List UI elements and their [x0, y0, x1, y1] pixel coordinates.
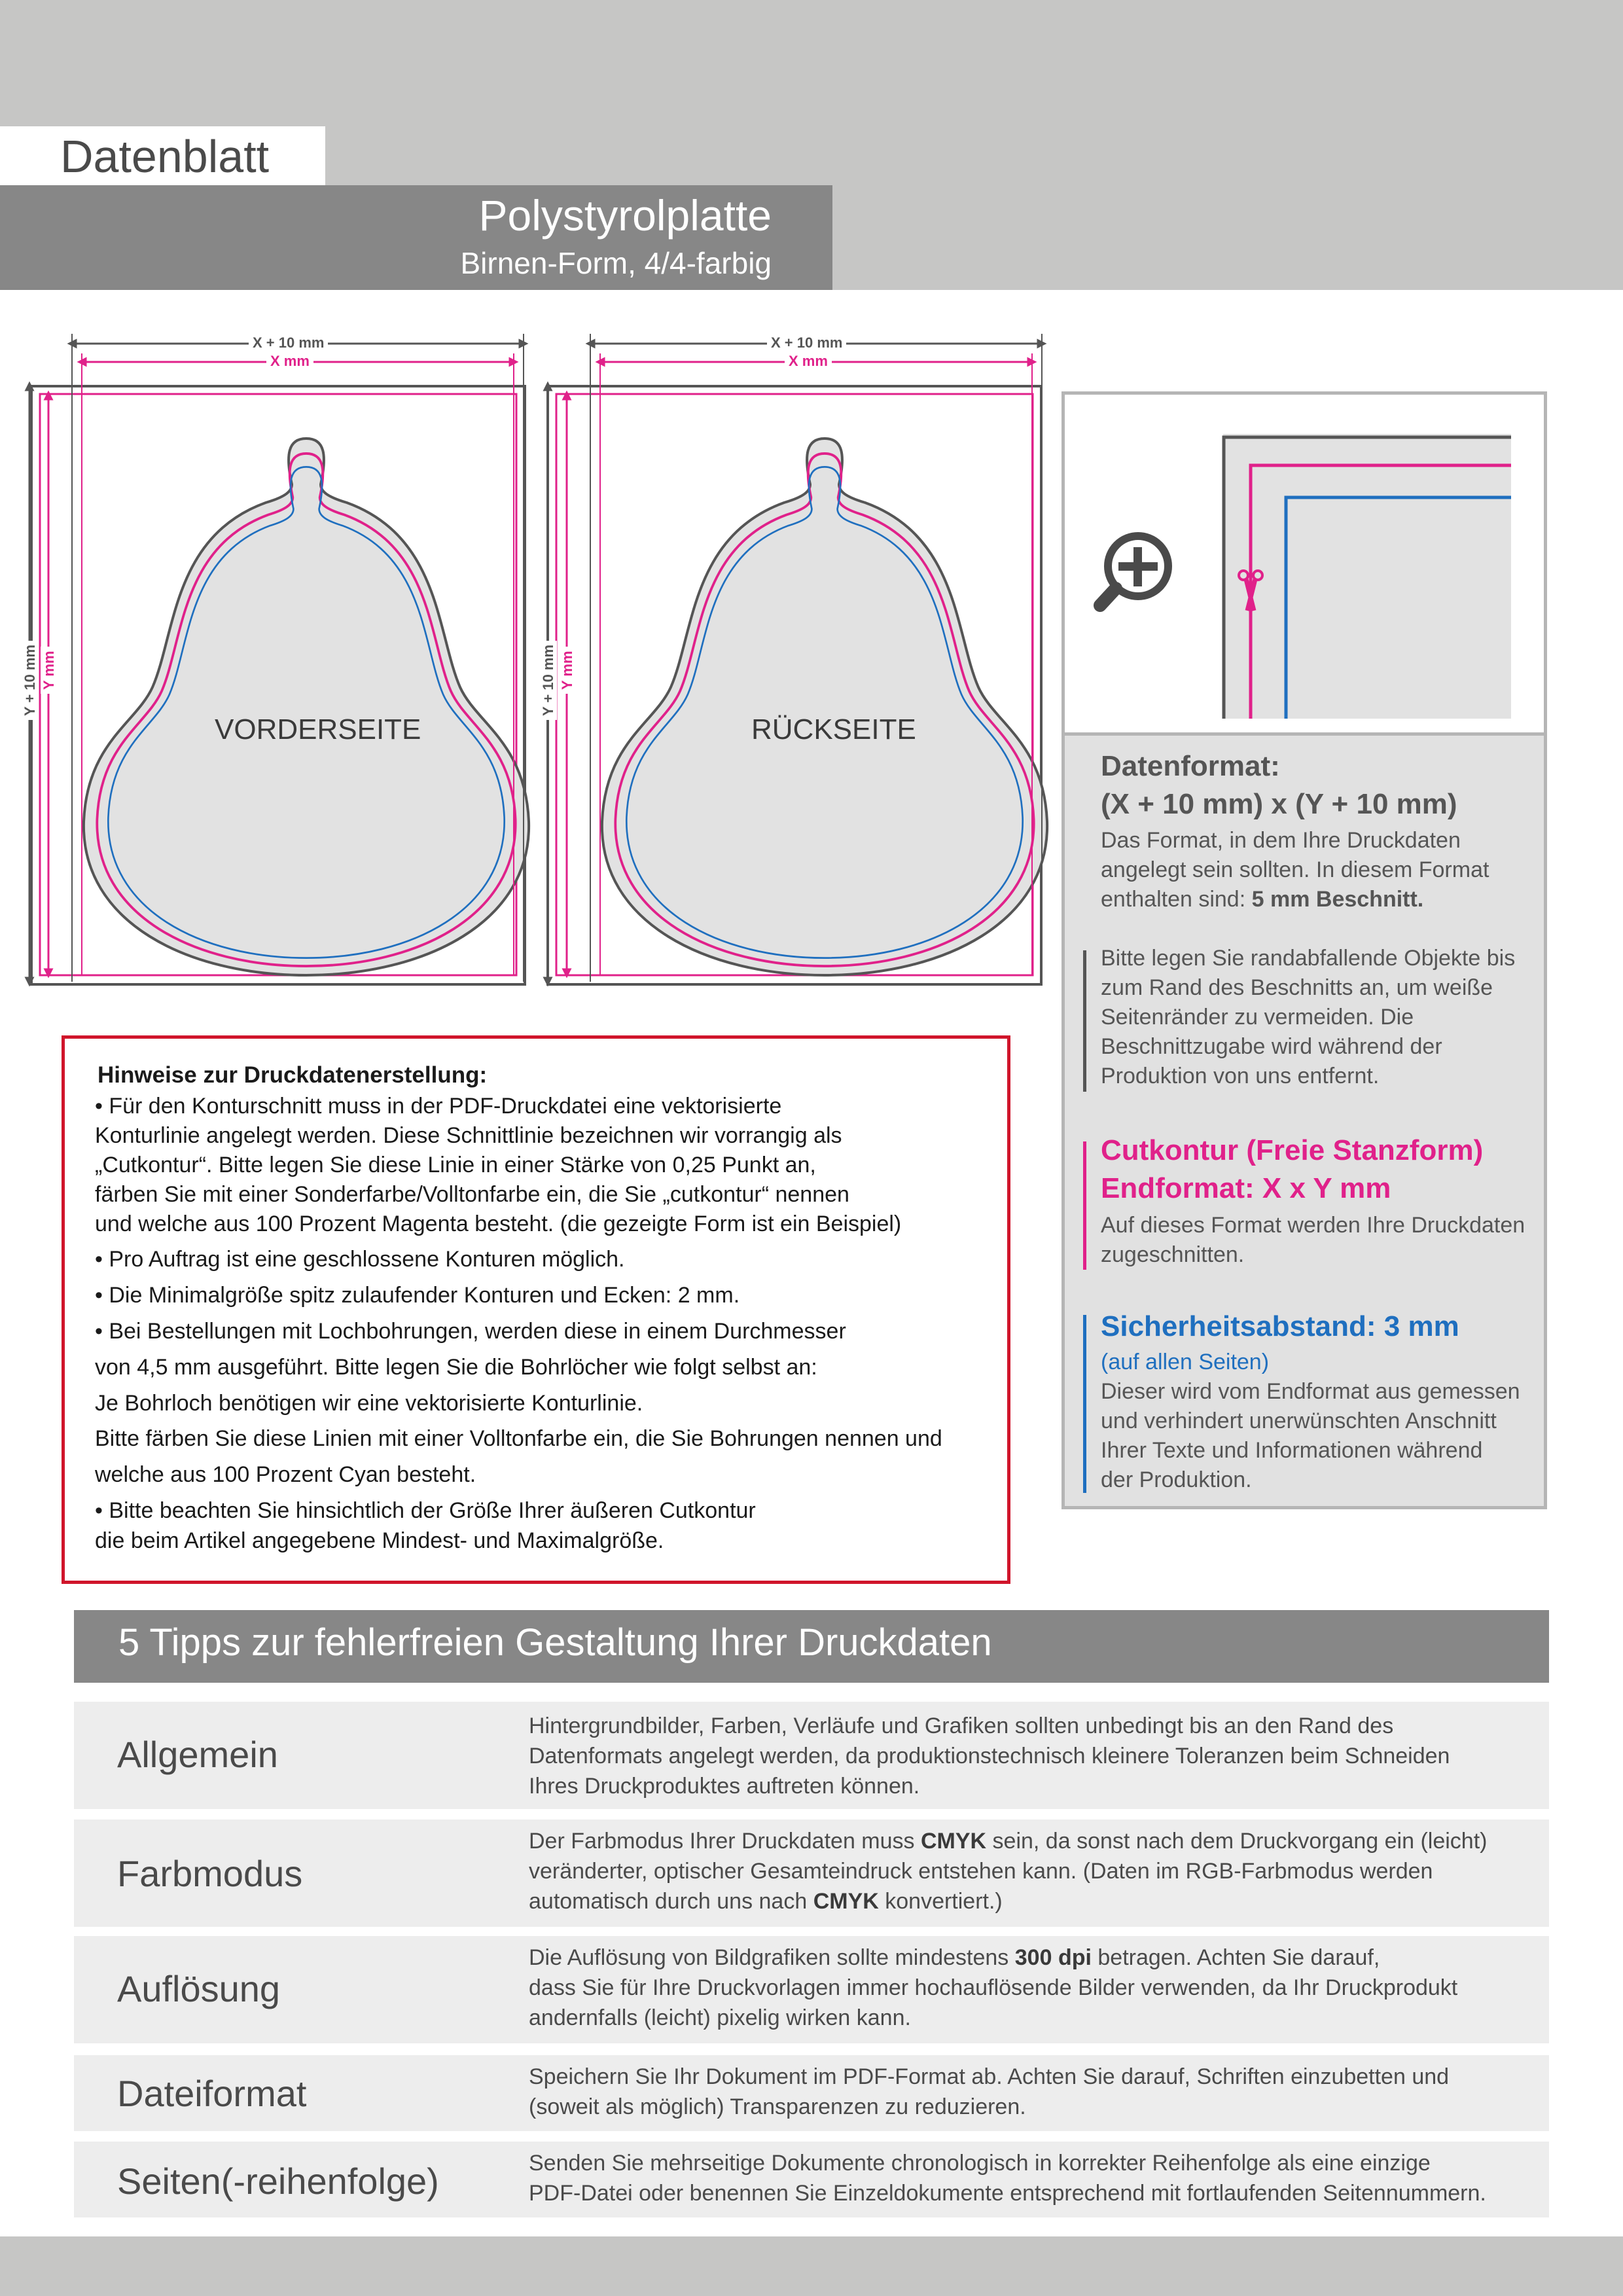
safe-marker [1083, 1315, 1086, 1493]
print-notes [62, 1035, 1010, 1584]
note-line: • Die Minimalgröße spitz zulaufender Konturen und Ecken: 2 mm. [95, 1283, 740, 1308]
tip-text: Speichern Sie Ihr Dokument im PDF-Format ab. Achten Sie darauf, Schriften einzubetten und (soweit als möglich) Transparenzen zu reduzieren. [529, 2064, 1450, 2119]
format-info [1061, 736, 1547, 1509]
tips-heading-bar [74, 1610, 1549, 1683]
cut-title: Cutkontur (Freie Stanzform) [1101, 1134, 1484, 1166]
magnifier-icon [1100, 536, 1168, 605]
tip-row-aufloesung [74, 1936, 1549, 2043]
back-pear [548, 334, 1047, 984]
dim-inner-height-front: Y mm [41, 647, 58, 694]
safe-title: Sicherheitsabstand: 3 mm [1101, 1310, 1459, 1342]
tip-label: Auflösung [117, 1968, 281, 2009]
front-label: VORDERSEITE [215, 713, 421, 745]
tip-label: Allgemein [117, 1734, 278, 1775]
dim-inner-height-back: Y mm [559, 647, 576, 694]
zoom-detail [1061, 391, 1547, 736]
dim-inner-width-front: X mm [266, 353, 313, 370]
cut-format: Endformat: X x Y mm [1101, 1172, 1391, 1204]
pear-diagram [0, 314, 1060, 1008]
format-text: Das Format, in dem Ihre Druckdaten angelegt sein sollten. In diesem Format enthalten sind: 5 mm Beschnitt. [1101, 828, 1489, 912]
tip-row-seitenreihenfolge [74, 2142, 1549, 2217]
tips-heading: 5 Tipps zur fehlerfreien Gestaltung Ihrer Druckdaten [118, 1621, 992, 1664]
tip-label: Dateiformat [117, 2073, 307, 2114]
tip-row-allgemein [74, 1702, 1549, 1809]
bleed-amount: 5 mm Beschnitt. [1251, 887, 1424, 912]
note-line: • Für den Konturschnitt muss in der PDF-Druckdatei eine vektorisierte [95, 1094, 782, 1119]
note-line: von 4,5 mm ausgeführt. Bitte legen Sie die Bohrlöcher wie folgt selbst an: [95, 1355, 817, 1380]
note-line: Konturlinie angelegt werden. Diese Schnittlinie bezeichnen wir vorrangig als [95, 1123, 842, 1148]
tip-text: Die Auflösung von Bildgrafiken sollte mindestens 300 dpi betragen. Achten Sie darauf, dass Sie für Ihre Druckvorlagen immer hochauflösende Bilder verwenden, da Ihr Druckprodukt andernfalls (leicht) pixelig wirken kann. [529, 1945, 1458, 2030]
note-line: färben Sie mit einer Sonderfarbe/Volltonfarbe ein, die Sie „cutkontur“ nennen [95, 1182, 849, 1207]
note-line: • Bitte beachten Sie hinsichtlich der Größe Ihrer äußeren Cutkontur [95, 1498, 756, 1523]
page-title: Polystyrolplatte [478, 191, 772, 240]
note-line: die beim Artikel angegebene Mindest- und Maximalgröße. [95, 1528, 664, 1553]
footer-band [0, 2236, 1623, 2296]
tip-label: Farbmodus [117, 1853, 303, 1894]
tip-label: Seiten(-reihenfolge) [117, 2161, 439, 2202]
tip-row-dateiformat [74, 2055, 1549, 2131]
dim-outer-width-front: X + 10 mm [249, 334, 328, 351]
tip-text: Der Farbmodus Ihrer Druckdaten muss CMYK sein, da sonst nach dem Druckvorgang ein (leicht) veränderter, optischer Gesamteindruck entstehen kann. (Daten im RGB-Farbmodus werden automatisch durch uns nach CMYK konvertiert.) [529, 1829, 1488, 1914]
safe-subtitle: (auf allen Seiten) [1101, 1350, 1270, 1374]
note-line: und welche aus 100 Prozent Magenta besteht. (die gezeigte Form ist ein Beispiel) [95, 1211, 902, 1236]
format-title: Datenformat: [1101, 750, 1280, 782]
cut-text: Auf dieses Format werden Ihre Druckdaten zugeschnitten. [1101, 1213, 1525, 1267]
note-line: welche aus 100 Prozent Cyan besteht. [95, 1462, 476, 1487]
note-line: Je Bohrloch benötigen wir eine vektorisierte Konturlinie. [95, 1391, 643, 1416]
format-size: (X + 10 mm) x (Y + 10 mm) [1101, 788, 1457, 820]
back-label: RÜCKSEITE [751, 713, 916, 745]
note-line: • Pro Auftrag ist eine geschlossene Konturen möglich. [95, 1247, 625, 1272]
tip-text: Senden Sie mehrseitige Dokumente chronologisch in korrekter Reihenfolge als eine einzige PDF-Datei oder benennen Sie Einzeldokumente entsprechend mit fortlaufenden Seitennummern. [529, 2151, 1486, 2206]
page-subtitle: Birnen-Form, 4/4-farbig [460, 246, 772, 280]
print-notes-title: Hinweise zur Druckdatenerstellung: [98, 1062, 488, 1088]
doc-tag-label: Datenblatt [60, 131, 270, 182]
cut-marker [1083, 1141, 1086, 1270]
tip-text: Hintergrundbilder, Farben, Verläufe und Grafiken sollten unbedingt bis an den Rand des Datenformats angelegt werden, da produktionstechnisch kleinere Toleranzen beim Schneiden Ihres Druckproduktes auftreten können. [529, 1713, 1450, 1799]
tip-row-farbmodus [74, 1820, 1549, 1927]
note-line: „Cutkontur“. Bitte legen Sie diese Linie in einer Stärke von 0,25 Punkt an, [95, 1153, 816, 1177]
note-line: • Bei Bestellungen mit Lochbohrungen, werden diese in einem Durchmesser [95, 1319, 846, 1344]
dim-outer-height-back: Y + 10 mm [540, 641, 557, 720]
front-pear [29, 334, 529, 984]
dim-inner-width-back: X mm [785, 353, 832, 370]
zoom-detail-graphic [1065, 395, 1544, 736]
note-line: Bitte färben Sie diese Linien mit einer Volltonfarbe ein, die Sie Bohrungen nennen und [95, 1426, 942, 1451]
bleed-text: Bitte legen Sie randabfallende Objekte bis zum Rand des Beschnitts an, um weiße Seitenränder zu vermeiden. Die Beschnittzugabe wird während der Produktion von uns entfernt. [1101, 946, 1516, 1088]
dim-outer-height-front: Y + 10 mm [22, 641, 39, 720]
dim-outer-width-back: X + 10 mm [767, 334, 846, 351]
bleed-marker [1083, 950, 1086, 1092]
title-bar [0, 185, 832, 290]
safe-text: Dieser wird vom Endformat aus gemessen und verhindert unerwünschten Anschnitt Ihrer Texte und Informationen während der Produktion. [1101, 1379, 1520, 1492]
doc-tag [0, 126, 325, 185]
